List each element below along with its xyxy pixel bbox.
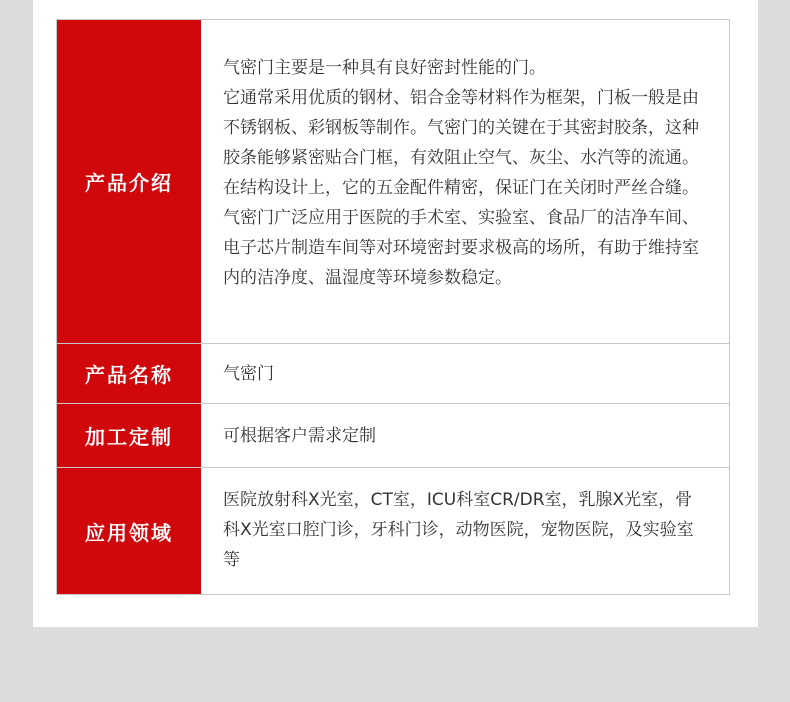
application-text: 医院放射科X光室，CT室，ICU科室CR/DR室，乳腺X光室，骨科X光室口腔门诊，牙科门诊，动物医院，宠物医院，及实验室等 [223, 490, 694, 570]
table-row-name [57, 343, 729, 403]
row-value-intro [201, 20, 729, 343]
table-row-intro [57, 20, 729, 343]
row-label-name: 产品名称 [57, 344, 201, 403]
table-row-custom [57, 403, 729, 467]
row-label-intro: 产品介绍 [57, 20, 201, 343]
intro-text: 气密门主要是一种具有良好密封性能的门。 它通常采用优质的钢材、铝合金等材料作为框架，门板一般是由不锈钢板、彩钢板等制作。气密门的关键在于其密封胶条，这种胶条能够紧密贴合门框，有效阻止空气、灰尘、水汽等的流通。在结构设计上，它的五金配件精密，保证门在关闭时严丝合缝。气密门广泛应用于医院的手术室、实验室、食品厂的洁净车间、电子芯片制造车间等对环境密封要求极高的场所，有助于维持室内的洁净度、温湿度等环境参数稳定。 [223, 58, 699, 288]
name-text: 气密门 [223, 363, 274, 384]
row-value-custom [201, 404, 729, 467]
row-value-name [201, 344, 729, 403]
product-spec-table [56, 19, 730, 595]
custom-text: 可根据客户需求定制 [223, 425, 376, 446]
row-label-application: 应用领域 [57, 468, 201, 594]
row-label-custom: 加工定制 [57, 404, 201, 467]
row-value-application [201, 468, 729, 594]
table-row-application [57, 467, 729, 594]
content-card [33, 0, 758, 627]
